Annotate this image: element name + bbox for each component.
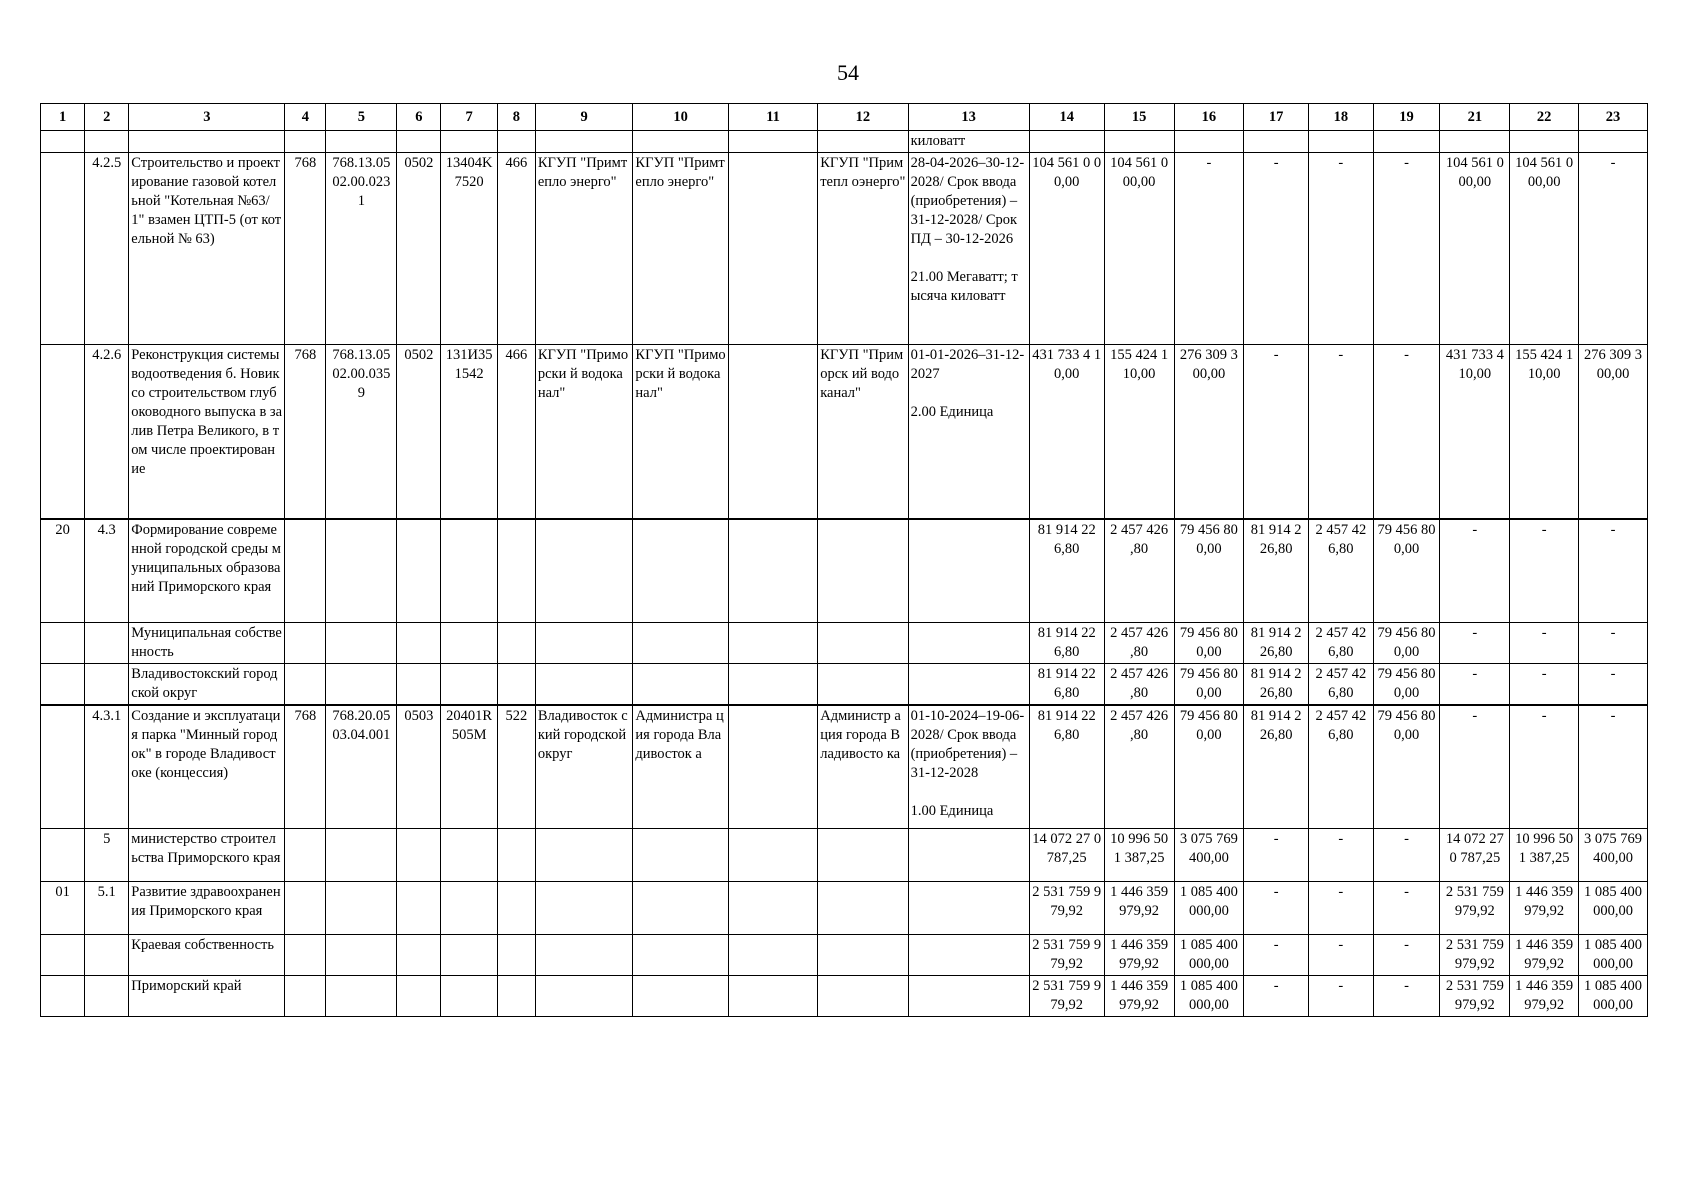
table-cell: 81 914 2 26,80	[1244, 664, 1309, 706]
table-row	[41, 623, 1648, 664]
table-cell	[728, 623, 817, 664]
table-cell: 1 085 400 000,00	[1174, 881, 1244, 934]
header-cell: 5	[326, 104, 397, 131]
table-row	[41, 881, 1648, 934]
table-cell: -	[1440, 623, 1510, 664]
table-cell	[41, 664, 85, 706]
table-cell: 2 457 426 ,80	[1104, 623, 1174, 664]
table-cell: -	[1309, 934, 1374, 975]
table-cell	[633, 975, 728, 1016]
table-cell	[728, 975, 817, 1016]
table-cell	[908, 664, 1029, 706]
table-cell: -	[1309, 828, 1374, 881]
table-cell: 768.13.05 02.00.035 9	[326, 345, 397, 519]
table-cell: 0503	[397, 705, 441, 828]
table-cell: 131И35 1542	[441, 345, 497, 519]
table-cell: -	[1579, 623, 1648, 664]
header-cell: 21	[1440, 104, 1510, 131]
table-cell: Владивостокский городской округ	[129, 664, 285, 706]
table-cell	[535, 881, 633, 934]
table-cell: 4.3.1	[85, 705, 129, 828]
table-cell	[285, 664, 326, 706]
table-cell	[728, 828, 817, 881]
header-cell: 3	[129, 104, 285, 131]
table-cell	[497, 828, 535, 881]
table-cell: 2 457 426 ,80	[1104, 705, 1174, 828]
table-cell: 104 561 0 00,00	[1510, 153, 1579, 345]
table-cell: КГУП "Примтепло энерго"	[633, 153, 728, 345]
table-cell: -	[1309, 881, 1374, 934]
table-cell	[326, 664, 397, 706]
table-cell	[633, 623, 728, 664]
table-cell	[728, 153, 817, 345]
table-cell	[441, 519, 497, 623]
table-cell	[818, 664, 908, 706]
table-cell: -	[1244, 153, 1309, 345]
table-cell: 81 914 2 26,80	[1244, 623, 1309, 664]
table-cell: 79 456 80 0,00	[1174, 664, 1244, 706]
table-cell: -	[1579, 705, 1648, 828]
table-cell: 276 309 3 00,00	[1579, 345, 1648, 519]
table-cell: 10 996 50 1 387,25	[1510, 828, 1579, 881]
table-cell: киловатт	[908, 131, 1029, 153]
table-row	[41, 828, 1648, 881]
table-cell	[633, 664, 728, 706]
table-cell: -	[1244, 975, 1309, 1016]
table-cell: 81 914 2 26,80	[1244, 519, 1309, 623]
table-cell: Краевая собственность	[129, 934, 285, 975]
table-cell	[41, 131, 85, 153]
table-cell: 104 561 0 00,00	[1104, 153, 1174, 345]
table-cell: 79 456 80 0,00	[1174, 623, 1244, 664]
table-cell	[285, 131, 326, 153]
table-cell: 768.20.05 03.04.001	[326, 705, 397, 828]
table-cell	[908, 975, 1029, 1016]
table-cell: 14 072 27 0 787,25	[1440, 828, 1510, 881]
table-cell	[397, 828, 441, 881]
table-cell	[497, 975, 535, 1016]
table-cell	[397, 664, 441, 706]
table-cell	[535, 934, 633, 975]
header-cell: 13	[908, 104, 1029, 131]
table-cell: 14 072 27 0 787,25	[1029, 828, 1104, 881]
table-cell: КГУП "Примтепло энерго"	[535, 153, 633, 345]
table-cell	[818, 131, 908, 153]
table-cell	[908, 519, 1029, 623]
table-cell: -	[1244, 345, 1309, 519]
table-cell	[441, 131, 497, 153]
table-cell	[397, 881, 441, 934]
table-cell: Владивосток ский городской округ	[535, 705, 633, 828]
table-cell: Администра ция города Владивосток а	[633, 705, 728, 828]
header-cell: 19	[1373, 104, 1440, 131]
table-cell: 2 457 426 ,80	[1104, 664, 1174, 706]
table-cell	[441, 664, 497, 706]
table-cell	[908, 828, 1029, 881]
table-cell	[818, 519, 908, 623]
table-cell: 1 446 359 979,92	[1510, 975, 1579, 1016]
table-cell: 79 456 80 0,00	[1174, 705, 1244, 828]
header-cell: 12	[818, 104, 908, 131]
table-cell	[1373, 131, 1440, 153]
table-cell: 2 457 42 6,80	[1309, 664, 1374, 706]
table-cell: 2 531 759 979,92	[1440, 975, 1510, 1016]
table-cell: -	[1244, 828, 1309, 881]
table-cell	[397, 934, 441, 975]
table-cell	[41, 828, 85, 881]
table-cell	[818, 881, 908, 934]
table-row	[41, 934, 1648, 975]
table-cell	[497, 519, 535, 623]
header-cell: 14	[1029, 104, 1104, 131]
table-cell: 01-01-2026–31-12-2027 2.00 Единица	[908, 345, 1029, 519]
table-cell	[397, 519, 441, 623]
table-cell	[285, 934, 326, 975]
table-cell: -	[1309, 975, 1374, 1016]
table-cell: -	[1373, 828, 1440, 881]
table-cell: Администр ация города Владивосто ка	[818, 705, 908, 828]
table-cell: 79 456 80 0,00	[1373, 519, 1440, 623]
table-cell	[326, 131, 397, 153]
table-cell	[535, 975, 633, 1016]
table-cell	[326, 519, 397, 623]
investment-projects-table	[40, 103, 1648, 1017]
table-row	[41, 131, 1648, 153]
table-cell	[129, 131, 285, 153]
table-cell	[497, 881, 535, 934]
table-cell: 5	[85, 828, 129, 881]
table-cell	[728, 131, 817, 153]
table-cell: -	[1244, 881, 1309, 934]
table-cell: 522	[497, 705, 535, 828]
table-cell	[1510, 131, 1579, 153]
table-cell: 20	[41, 519, 85, 623]
table-cell: КГУП "Приморск ий водоканал"	[818, 345, 908, 519]
table-cell	[497, 934, 535, 975]
table-cell	[85, 131, 129, 153]
table-cell: 104 561 0 00,00	[1029, 153, 1104, 345]
table-cell: 2 531 759 979,92	[1029, 881, 1104, 934]
table-cell: -	[1440, 519, 1510, 623]
table-cell: 466	[497, 153, 535, 345]
table-cell: 1 446 359 979,92	[1510, 881, 1579, 934]
table-row	[41, 975, 1648, 1016]
table-cell	[41, 623, 85, 664]
table-cell: -	[1440, 664, 1510, 706]
table-cell	[285, 828, 326, 881]
table-cell	[818, 975, 908, 1016]
table-cell: 0502	[397, 345, 441, 519]
table-cell: -	[1373, 345, 1440, 519]
table-cell: 276 309 3 00,00	[1174, 345, 1244, 519]
table-cell: Строительство и проектирование газовой котельной "Котельная №63/1" взамен ЦТП-5 (от котельной № 63)	[129, 153, 285, 345]
table-cell: КГУП "Примтепл оэнерго"	[818, 153, 908, 345]
table-cell	[633, 934, 728, 975]
table-cell	[497, 623, 535, 664]
table-cell	[497, 131, 535, 153]
table-cell: 5.1	[85, 881, 129, 934]
table-cell	[535, 828, 633, 881]
table-row	[41, 664, 1648, 706]
header-cell: 15	[1104, 104, 1174, 131]
table-cell: Реконструкция системы водоотведения б. Новик со строительством глубоководного выпуска в залив Петра Великого, в том числе проектирование	[129, 345, 285, 519]
table-cell	[285, 975, 326, 1016]
table-cell	[728, 705, 817, 828]
table-cell: 2 531 759 979,92	[1440, 881, 1510, 934]
table-cell: 79 456 80 0,00	[1373, 664, 1440, 706]
table-cell	[285, 519, 326, 623]
table-cell	[1244, 131, 1309, 153]
table-cell: 1 085 400 000,00	[1579, 881, 1648, 934]
table-cell: 10 996 50 1 387,25	[1104, 828, 1174, 881]
header-row	[41, 104, 1648, 131]
table-cell	[908, 934, 1029, 975]
table-cell	[85, 623, 129, 664]
table-cell: 768	[285, 153, 326, 345]
table-cell: -	[1510, 623, 1579, 664]
table-cell: 1 446 359 979,92	[1510, 934, 1579, 975]
table-cell: 3 075 769 400,00	[1579, 828, 1648, 881]
table-cell	[41, 345, 85, 519]
table-cell	[397, 975, 441, 1016]
table-cell	[397, 623, 441, 664]
table-cell: Муниципальная собственность	[129, 623, 285, 664]
table-cell: 1 085 400 000,00	[1174, 975, 1244, 1016]
table-cell: -	[1309, 345, 1374, 519]
table-cell	[728, 934, 817, 975]
table-cell: 01	[41, 881, 85, 934]
table-cell	[535, 623, 633, 664]
table-cell	[441, 828, 497, 881]
table-cell: 79 456 80 0,00	[1373, 705, 1440, 828]
table-cell: 2 531 759 979,92	[1440, 934, 1510, 975]
table-cell: 1 085 400 000,00	[1579, 975, 1648, 1016]
table-cell: 81 914 2 26,80	[1244, 705, 1309, 828]
table-cell: 155 424 1 10,00	[1104, 345, 1174, 519]
table-cell: 81 914 22 6,80	[1029, 519, 1104, 623]
header-cell: 6	[397, 104, 441, 131]
table-cell	[285, 881, 326, 934]
table-cell: -	[1510, 705, 1579, 828]
table-cell	[728, 519, 817, 623]
table-cell: 2 457 42 6,80	[1309, 519, 1374, 623]
table-cell: 1 085 400 000,00	[1579, 934, 1648, 975]
table-cell	[633, 828, 728, 881]
table-cell	[535, 131, 633, 153]
table-cell: Создание и эксплуатация парка "Минный городок" в городе Владивостоке (концессия)	[129, 705, 285, 828]
header-cell: 4	[285, 104, 326, 131]
table-cell	[285, 623, 326, 664]
table-cell: 768	[285, 705, 326, 828]
table-cell	[1440, 131, 1510, 153]
header-cell: 8	[497, 104, 535, 131]
table-cell: -	[1373, 881, 1440, 934]
table-cell	[497, 664, 535, 706]
table-cell: 01-10-2024–19-06-2028/ Срок ввода (приобретения) – 31-12-2028 1.00 Единица	[908, 705, 1029, 828]
table-cell: 466	[497, 345, 535, 519]
table-cell	[633, 881, 728, 934]
table-cell: 768	[285, 345, 326, 519]
table-cell: 81 914 22 6,80	[1029, 664, 1104, 706]
table-cell: КГУП "Приморски й водоканал"	[535, 345, 633, 519]
table-cell	[818, 934, 908, 975]
table-cell: 768.13.05 02.00.023 1	[326, 153, 397, 345]
table-cell: -	[1510, 519, 1579, 623]
header-cell: 11	[728, 104, 817, 131]
header-cell: 22	[1510, 104, 1579, 131]
table-cell: 4.2.5	[85, 153, 129, 345]
table-cell: 79 456 80 0,00	[1373, 623, 1440, 664]
table-cell: 431 733 4 10,00	[1440, 345, 1510, 519]
header-cell: 9	[535, 104, 633, 131]
table-cell	[1174, 131, 1244, 153]
table-cell	[441, 975, 497, 1016]
table-cell: Формирование современной городской среды муниципальных образований Приморского края	[129, 519, 285, 623]
table-cell	[41, 934, 85, 975]
table-body	[41, 131, 1648, 1017]
table-cell	[41, 975, 85, 1016]
table-cell: 1 085 400 000,00	[1174, 934, 1244, 975]
table-cell: КГУП "Приморски й водоканал"	[633, 345, 728, 519]
table-cell: -	[1174, 153, 1244, 345]
header-cell: 10	[633, 104, 728, 131]
table-cell: -	[1309, 153, 1374, 345]
table-cell: 1 446 359 979,92	[1104, 975, 1174, 1016]
table-cell: 4.2.6	[85, 345, 129, 519]
table-cell: 79 456 80 0,00	[1174, 519, 1244, 623]
table-cell: 2 531 759 979,92	[1029, 934, 1104, 975]
page-number: 54	[837, 60, 859, 85]
table-cell: Развитие здравоохранения Приморского края	[129, 881, 285, 934]
table-cell	[728, 664, 817, 706]
table-cell: -	[1373, 153, 1440, 345]
table-cell	[908, 881, 1029, 934]
table-cell	[535, 664, 633, 706]
table-cell: -	[1440, 705, 1510, 828]
table-cell	[441, 934, 497, 975]
table-cell: 3 075 769 400,00	[1174, 828, 1244, 881]
table-cell	[1029, 131, 1104, 153]
table-cell: -	[1373, 975, 1440, 1016]
table-cell	[441, 623, 497, 664]
table-cell	[397, 131, 441, 153]
table-cell: 2 457 426 ,80	[1104, 519, 1174, 623]
table-cell	[908, 623, 1029, 664]
table-cell	[326, 934, 397, 975]
table-cell: 81 914 22 6,80	[1029, 623, 1104, 664]
table-cell	[85, 934, 129, 975]
table-row	[41, 705, 1648, 828]
header-cell: 23	[1579, 104, 1648, 131]
table-cell: 4.3	[85, 519, 129, 623]
header-cell: 18	[1309, 104, 1374, 131]
table-cell	[41, 705, 85, 828]
table-cell: 81 914 22 6,80	[1029, 705, 1104, 828]
table-cell	[728, 881, 817, 934]
table-cell: 20401R 505M	[441, 705, 497, 828]
table-cell: -	[1579, 664, 1648, 706]
header-cell: 16	[1174, 104, 1244, 131]
table-cell: 431 733 4 10,00	[1029, 345, 1104, 519]
table-cell	[1104, 131, 1174, 153]
table-cell	[326, 623, 397, 664]
table-cell: 0502	[397, 153, 441, 345]
table-cell	[1579, 131, 1648, 153]
table-cell	[633, 131, 728, 153]
header-cell: 2	[85, 104, 129, 131]
header-cell: 17	[1244, 104, 1309, 131]
table-cell: Приморский край	[129, 975, 285, 1016]
table-cell	[728, 345, 817, 519]
table-cell	[1309, 131, 1374, 153]
table-cell: 28-04-2026–30-12-2028/ Срок ввода (приобретения) – 31-12-2028/ Срок ПД – 30-12-2026 21.00 Мегаватт; тысяча киловатт	[908, 153, 1029, 345]
table-cell	[326, 975, 397, 1016]
table-cell: -	[1579, 519, 1648, 623]
table-cell	[326, 881, 397, 934]
table-cell	[41, 153, 85, 345]
table-cell: -	[1510, 664, 1579, 706]
table-cell: -	[1579, 153, 1648, 345]
table-cell: 155 424 1 10,00	[1510, 345, 1579, 519]
table-cell	[326, 828, 397, 881]
table-cell: -	[1244, 934, 1309, 975]
table-cell: министерство строительства Приморского края	[129, 828, 285, 881]
table-row	[41, 519, 1648, 623]
table-cell: 104 561 0 00,00	[1440, 153, 1510, 345]
table-cell	[818, 828, 908, 881]
table-cell: 1 446 359 979,92	[1104, 934, 1174, 975]
table-cell: 13404K 7520	[441, 153, 497, 345]
header-cell: 1	[41, 104, 85, 131]
table-row	[41, 345, 1648, 519]
table-cell: 1 446 359 979,92	[1104, 881, 1174, 934]
table-cell	[818, 623, 908, 664]
table-cell	[85, 664, 129, 706]
table-row	[41, 153, 1648, 345]
table-cell	[441, 881, 497, 934]
table-cell: 2 531 759 979,92	[1029, 975, 1104, 1016]
table-cell: 2 457 42 6,80	[1309, 623, 1374, 664]
table-cell	[85, 975, 129, 1016]
table-cell: -	[1373, 934, 1440, 975]
header-cell: 7	[441, 104, 497, 131]
table-cell	[633, 519, 728, 623]
table-cell: 2 457 42 6,80	[1309, 705, 1374, 828]
table-cell	[535, 519, 633, 623]
